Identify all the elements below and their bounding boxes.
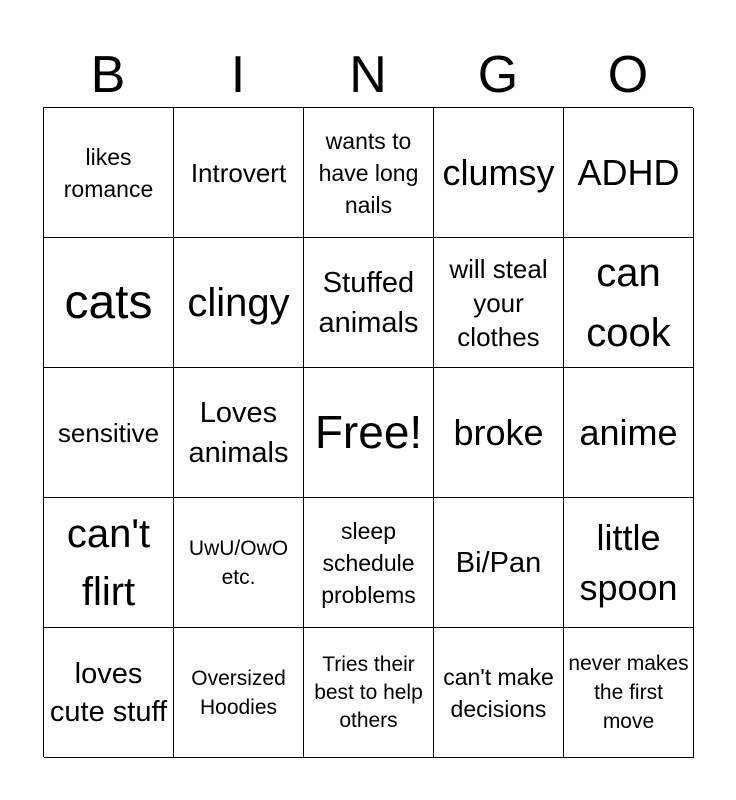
cell-text: can't make decisions <box>443 663 554 722</box>
cell-text: likes romance <box>63 143 154 202</box>
cell-text: Loves animals <box>188 396 289 469</box>
cell-text: Introvert <box>190 157 287 188</box>
cell-text: will steal your clothes <box>449 253 548 352</box>
bingo-cell[interactable] <box>304 238 434 368</box>
header-letter-g: G <box>477 46 519 104</box>
cell-text: sensitive <box>57 417 160 448</box>
bingo-cell[interactable] <box>44 108 174 238</box>
bingo-cell[interactable] <box>434 108 564 238</box>
bingo-cell[interactable] <box>174 238 304 368</box>
bingo-cell[interactable] <box>174 628 304 758</box>
cell-text: clumsy <box>442 151 555 193</box>
bingo-cell[interactable] <box>564 108 694 238</box>
bingo-cell[interactable] <box>564 238 694 368</box>
header-letter-i: I <box>230 46 246 104</box>
bingo-card <box>43 107 693 757</box>
bingo-cell[interactable] <box>434 628 564 758</box>
bingo-cell[interactable] <box>434 238 564 368</box>
cell-text: UwU/OwO etc. <box>188 536 289 589</box>
bingo-cell[interactable] <box>44 368 174 498</box>
bingo-cell[interactable] <box>174 368 304 498</box>
bingo-cell[interactable] <box>44 628 174 758</box>
cell-text: can cook <box>586 250 671 355</box>
cell-text: ADHD <box>577 151 680 193</box>
header-letter-n: N <box>349 46 387 104</box>
cell-text: clingy <box>187 280 290 325</box>
cell-text: can't flirt <box>66 511 151 614</box>
bingo-cell[interactable] <box>44 238 174 368</box>
cell-text: cats <box>64 275 153 329</box>
cell-text: anime <box>579 411 678 453</box>
header-letter-o: O <box>607 46 649 104</box>
bingo-header <box>43 44 693 106</box>
bingo-cell[interactable] <box>434 498 564 628</box>
bingo-cell[interactable] <box>304 108 434 238</box>
cell-text: never makes the first move <box>568 652 689 733</box>
bingo-cell[interactable] <box>564 498 694 628</box>
bingo-cell[interactable] <box>564 628 694 758</box>
bingo-cell[interactable] <box>44 498 174 628</box>
cell-text: wants to have long nails <box>318 127 419 218</box>
cell-text: sleep schedule problems <box>321 517 416 608</box>
cell-text: Stuffed animals <box>318 266 419 339</box>
bingo-cell[interactable] <box>304 628 434 758</box>
cell-text: Oversized Hoodies <box>191 666 286 719</box>
cell-text: Bi/Pan <box>455 546 542 579</box>
cell-text: loves cute stuff <box>49 657 168 728</box>
cell-text: broke <box>453 411 544 453</box>
bingo-cell[interactable] <box>434 368 564 498</box>
bingo-cell[interactable] <box>174 108 304 238</box>
cell-text: Free! <box>314 406 423 459</box>
header-letter-b: B <box>90 46 126 104</box>
cell-text: Tries their best to help others <box>314 652 423 732</box>
bingo-cell[interactable] <box>304 498 434 628</box>
cell-text: little spoon <box>579 516 678 608</box>
bingo-cell[interactable] <box>174 498 304 628</box>
bingo-cell free-space[interactable] <box>304 368 434 498</box>
bingo-cell[interactable] <box>564 368 694 498</box>
